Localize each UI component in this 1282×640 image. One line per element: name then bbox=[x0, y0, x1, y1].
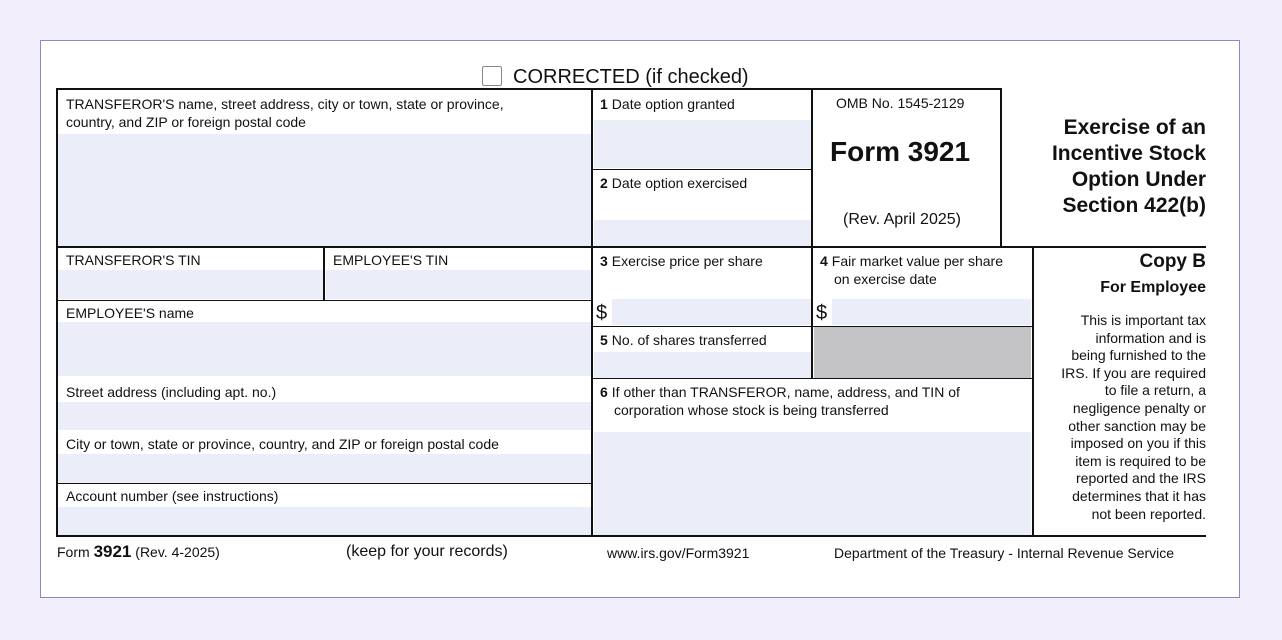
notice-line: information and is bbox=[1095, 329, 1206, 346]
footer-form-number: 3921 bbox=[93, 542, 132, 561]
rule-left bbox=[56, 88, 58, 537]
account-number-label: Account number (see instructions) bbox=[66, 488, 279, 504]
employee-name-field[interactable] bbox=[58, 322, 591, 376]
employee-tin-label: EMPLOYEE'S TIN bbox=[333, 252, 449, 268]
notice-line: negligence penalty or bbox=[1072, 399, 1206, 416]
box6-corporation-field[interactable] bbox=[594, 432, 1031, 535]
notice-line: other sanction may be bbox=[1068, 417, 1206, 434]
street-address-label: Street address (including apt. no.) bbox=[66, 384, 277, 400]
rule-tin-split bbox=[323, 247, 325, 300]
notice-line: This is important tax bbox=[1080, 312, 1206, 328]
box2-date-exercised-field[interactable] bbox=[594, 220, 811, 246]
street-address-field[interactable] bbox=[58, 402, 591, 430]
notice-line: imposed on you if this bbox=[1070, 435, 1206, 452]
form-name-line-3: Option Under bbox=[1071, 168, 1206, 191]
revision-label: (Rev. April 2025) bbox=[843, 211, 961, 228]
footer-form-id bbox=[57, 543, 220, 561]
box1-label: 1 Date option granted bbox=[600, 96, 735, 112]
form-title: Form 3921 bbox=[830, 136, 971, 167]
transferor-tin-label: TRANSFEROR'S TIN bbox=[66, 252, 201, 268]
city-label: City or town, state or province, country, and ZIP or foreign postal code bbox=[66, 436, 499, 452]
rule-tin-bottom bbox=[56, 300, 592, 301]
omb-number: OMB No. 1545-2129 bbox=[836, 95, 965, 111]
footer-rev: (Rev. 4-2025) bbox=[135, 544, 220, 560]
box3-label: 3 Exercise price per share bbox=[600, 253, 763, 269]
corrected-checkbox[interactable] bbox=[482, 66, 502, 86]
rule-copyb-left bbox=[1032, 247, 1034, 537]
rule-top bbox=[56, 88, 1002, 90]
box3-exercise-price-field[interactable] bbox=[612, 299, 811, 325]
box4-dollar-sign: $ bbox=[816, 302, 828, 324]
rule-account-top bbox=[56, 483, 592, 484]
footer-form-word: Form bbox=[57, 544, 90, 560]
rule-box5-bottom bbox=[592, 378, 1033, 379]
rule-box3-bottom bbox=[592, 326, 1033, 327]
notice-line: reported and the IRS bbox=[1076, 470, 1206, 487]
form-name-line-4: Section 422(b) bbox=[1062, 194, 1206, 217]
footer-department: Department of the Treasury - Internal Revenue Service bbox=[834, 545, 1175, 561]
rule-col3 bbox=[811, 88, 813, 378]
shaded-box bbox=[814, 327, 1031, 378]
form-name-line-1: Exercise of an bbox=[1063, 116, 1206, 139]
box1-date-granted-field[interactable] bbox=[594, 120, 811, 168]
copy-b-notice bbox=[1036, 312, 1206, 523]
box6-label-2: corporation whose stock is being transferred bbox=[614, 402, 889, 418]
rule-bottom bbox=[56, 535, 1206, 537]
box4-fair-market-value-field[interactable] bbox=[832, 299, 1031, 325]
employee-name-label: EMPLOYEE'S name bbox=[66, 305, 194, 321]
box6-label-1: 6 If other than TRANSFEROR, name, address, and TIN of bbox=[600, 384, 960, 400]
notice-line: not been reported. bbox=[1091, 505, 1206, 522]
notice-line: IRS. If you are required bbox=[1061, 364, 1206, 381]
notice-line: determines that it has bbox=[1072, 487, 1206, 504]
box5-shares-field[interactable] bbox=[594, 352, 811, 378]
account-number-field[interactable] bbox=[58, 507, 591, 535]
transferor-name-field[interactable] bbox=[58, 134, 591, 246]
employee-tin-field[interactable] bbox=[326, 270, 591, 299]
copy-b-label: Copy B bbox=[1139, 251, 1206, 272]
notice-line: item is required to be bbox=[1075, 452, 1206, 469]
rule-mid bbox=[591, 88, 593, 537]
form-name bbox=[1006, 115, 1206, 219]
corrected-label: CORRECTED (if checked) bbox=[513, 66, 749, 88]
transferor-name-label-1: TRANSFEROR'S name, street address, city or town, state or province, bbox=[66, 96, 504, 112]
rule-row2 bbox=[56, 246, 1206, 248]
transferor-name-label-2: country, and ZIP or foreign postal code bbox=[66, 114, 306, 130]
box5-label: 5 No. of shares transferred bbox=[600, 332, 767, 348]
for-employee-label: For Employee bbox=[1100, 279, 1206, 296]
rule-box1-bottom bbox=[592, 169, 812, 170]
form-name-line-2: Incentive Stock bbox=[1051, 142, 1206, 165]
box3-dollar-sign: $ bbox=[596, 302, 608, 324]
city-field[interactable] bbox=[58, 454, 591, 483]
footer-url[interactable]: www.irs.gov/Form3921 bbox=[607, 545, 750, 561]
transferor-tin-field[interactable] bbox=[58, 270, 323, 299]
box4-label-2: on exercise date bbox=[834, 271, 937, 287]
rule-omb-right bbox=[1000, 88, 1002, 247]
box4-label-1: 4 Fair market value per share bbox=[820, 253, 1003, 269]
notice-line: being furnished to the bbox=[1071, 347, 1206, 364]
box2-label: 2 Date option exercised bbox=[600, 175, 748, 191]
notice-line: to file a return, a bbox=[1104, 382, 1206, 399]
footer-keep: (keep for your records) bbox=[346, 543, 508, 560]
